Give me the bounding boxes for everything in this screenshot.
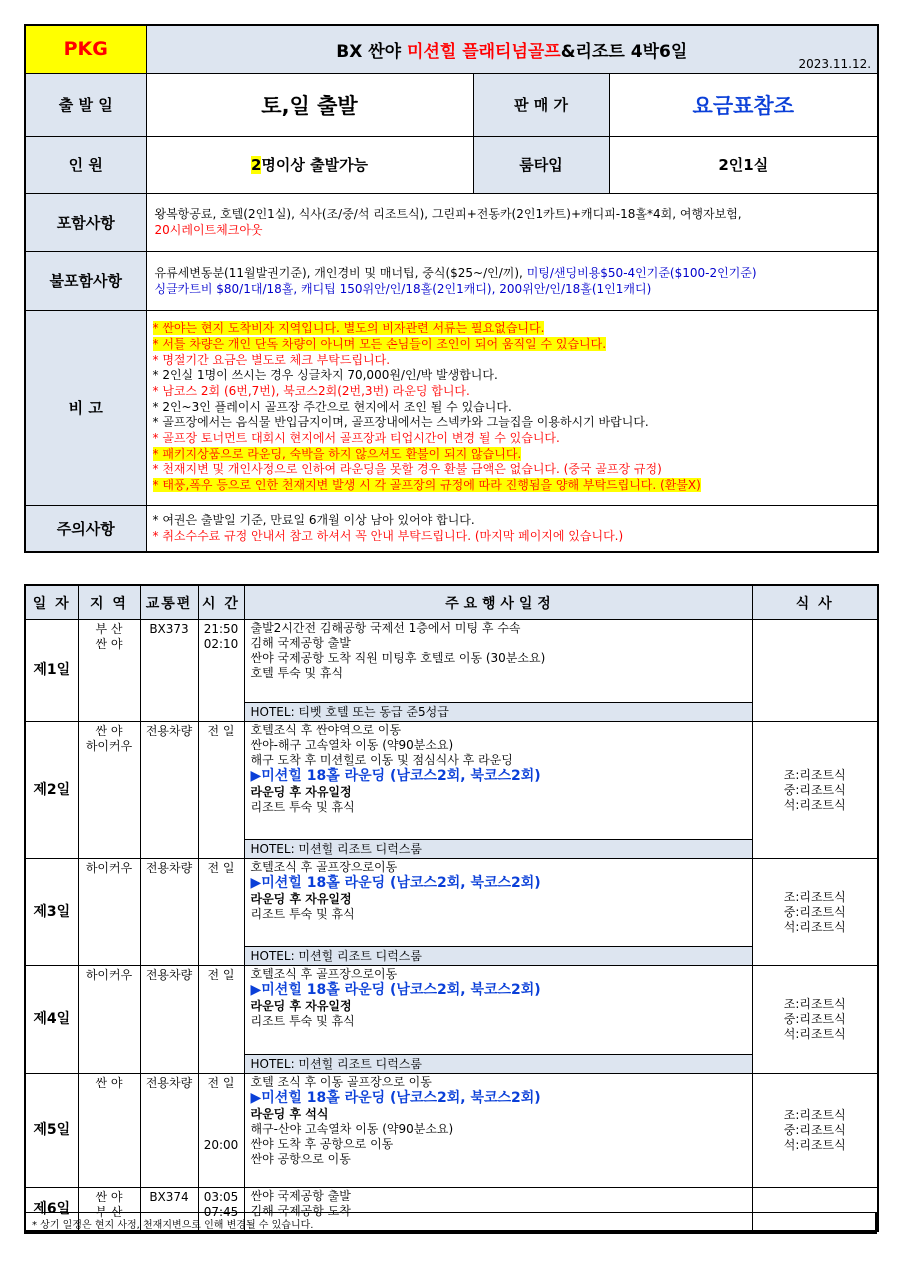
hotel-info: HOTEL: 티벳 호텔 또는 동급 준5성급	[245, 702, 752, 721]
schedule-line: 해구 도착 후 미션힐로 이동 및 점심식사 후 라운딩	[250, 753, 513, 767]
price-value: 요금표참조	[609, 73, 878, 136]
remark-text: * 골프장 토너먼트 대회시 현지에서 골프장과 티업시간이 변경 될 수 있습니다.	[152, 431, 560, 446]
remark-item	[153, 321, 872, 337]
schedule-line: 김해 국제공항 도착	[250, 1204, 351, 1218]
title-prefix: BX 싼야	[336, 41, 408, 62]
remark-text: * 2인실 1명이 쓰시는 경우 싱글차지 70,000원/인/박 발생합니다.	[152, 368, 498, 383]
remark-text: * 골프장에서는 음식물 반입금지이며, 골프장내에서는 스넥카와 그늘집을 이용하시기 바랍니다.	[152, 415, 649, 430]
schedule-line: ▶미션힐 18홀 라운딩 (남코스2회, 북코스2회)	[250, 875, 541, 891]
meal-item: 중:리조트식	[783, 1123, 846, 1137]
schedule-line: ▶미션힐 18홀 라운딩 (남코스2회, 북코스2회)	[250, 982, 541, 998]
meal-item: 석:리조트식	[783, 919, 846, 934]
schedule-line: 싼야 도착 후 공항으로 이동	[250, 1137, 394, 1151]
region-name: 하이커우	[85, 968, 133, 982]
schedule-line: 싼야 국제공항 도착 직원 미팅후 호텔로 이동 (30분소요)	[250, 651, 546, 665]
people-number: 2	[250, 156, 262, 174]
excluded-label: 불포함사항	[25, 251, 146, 310]
remarks-list	[146, 310, 878, 505]
day-label: 제2일	[25, 722, 78, 859]
schedule-line: 호텔조식 후 골프장으로이동	[250, 967, 398, 981]
remark-item	[153, 400, 872, 416]
itinerary-day-row	[25, 1074, 878, 1188]
day-meals	[752, 722, 878, 859]
schedule-line: 라운딩 후 자유일정	[250, 999, 352, 1013]
day-transport: 전용차량	[140, 1074, 198, 1188]
schedule-line: 김해 국제공항 출발	[250, 636, 351, 650]
package-title	[146, 25, 878, 73]
day-region	[78, 966, 140, 1074]
day-times	[198, 620, 244, 722]
itinerary-col-header: 시 간	[198, 585, 244, 620]
day-transport: BX373	[140, 620, 198, 722]
departure-value: 토,일 출발	[146, 73, 473, 136]
day-schedule	[244, 859, 752, 966]
schedule-lines	[245, 722, 752, 839]
room-type-label: 룸타입	[473, 136, 609, 193]
schedule-line: 리조트 투숙 및 휴식	[250, 800, 355, 814]
remark-text: * 태풍,폭우 등으로 인한 천재지변 발생 시 각 골프장의 규정에 따라 진행됨을 양해 부탁드립니다. (환불X)	[152, 478, 701, 493]
day-label: 제6일	[25, 1188, 78, 1232]
time-value	[199, 1123, 244, 1138]
day-label: 제5일	[25, 1074, 78, 1188]
meal-item: 조:리조트식	[783, 889, 846, 904]
time-value: 20:00	[203, 1138, 239, 1152]
day-times	[198, 966, 244, 1074]
price-label: 판 매 가	[473, 73, 609, 136]
schedule-lines	[245, 966, 752, 1054]
people-value	[146, 136, 473, 193]
remark-item	[153, 384, 872, 400]
time-value: 07:45	[203, 1205, 239, 1219]
day-schedule	[244, 722, 752, 859]
caution-label: 주의사항	[25, 505, 146, 552]
time-value: 03:05	[203, 1190, 239, 1204]
caution-item: * 취소수수료 규정 안내서 참고 하셔서 꼭 안내 부탁드립니다. (마지막 페이지에 있습니다.)	[152, 529, 624, 544]
schedule-line: 호텔 조식 후 이동 골프장으로 이동	[250, 1075, 432, 1089]
time-value	[199, 1091, 244, 1108]
schedule-line: 해구-산야 고속열차 이동 (약90분소요)	[250, 1122, 454, 1136]
time-value: 전 일	[207, 968, 235, 982]
schedule-line: 싼야-해구 고속열차 이동 (약90분소요)	[250, 738, 454, 752]
remark-text: * 2인~3인 플레이시 골프장 주간으로 현지에서 조인 될 수 있습니다.	[152, 399, 512, 414]
remarks-label: 비 고	[25, 310, 146, 505]
excluded-text: 유류세변동분(11월발권기준), 개인경비 및 매너팁, 중식($25~/인/끼),	[154, 265, 523, 280]
itinerary-col-header: 주 요 행 사 일 정	[244, 585, 752, 620]
remark-item	[153, 337, 872, 353]
day-region	[78, 620, 140, 722]
day-region	[78, 722, 140, 859]
region-name: 부 산	[95, 622, 123, 636]
schedule-line: 리조트 투숙 및 휴식	[250, 1014, 355, 1028]
day-region	[78, 859, 140, 966]
itinerary-col-header: 교통편	[140, 585, 198, 620]
meal-item: 중:리조트식	[783, 1012, 846, 1026]
day-region	[78, 1074, 140, 1188]
included-text: 왕복항공료, 호텔(2인1실), 식사(조/중/석 리조트식), 그린피+전동카(2인1카트)+캐디피-18홀*4회, 여행자보험,	[154, 207, 742, 221]
region-name: 싼 야	[95, 724, 123, 738]
meal-item: 조:리조트식	[783, 997, 846, 1011]
remark-text: * 패키지상품으로 라운딩, 숙박을 하지 않으셔도 환불이 되지 않습니다.	[152, 446, 522, 461]
schedule-lines	[245, 620, 752, 702]
remark-item	[153, 431, 872, 447]
day-schedule	[244, 1074, 752, 1188]
title-highlight: 미션힐 플래티넘골프	[407, 41, 561, 62]
itinerary-col-header: 식 사	[752, 585, 878, 620]
caution-item: * 여권은 출발일 기준, 만료일 6개월 이상 남아 있어야 합니다.	[152, 513, 475, 528]
remark-text: * 싼야는 현지 도착비자 지역입니다. 별도의 비자관련 서류는 필요없습니다.	[152, 321, 545, 336]
schedule-line: 싼야 국제공항 출발	[250, 1189, 351, 1203]
day-label: 제4일	[25, 966, 78, 1074]
remark-text: * 명절기간 요금은 별도로 체크 부탁드립니다.	[152, 352, 391, 367]
time-value: 전 일	[207, 861, 235, 875]
day-transport: 전용차량	[140, 722, 198, 859]
day-schedule	[244, 620, 752, 722]
included-label: 포함사항	[25, 193, 146, 251]
remark-item	[153, 415, 872, 431]
hotel-info: HOTEL: 미션힐 리조트 디럭스룸	[245, 946, 752, 965]
remark-text: * 남코스 2회 (6번,7번), 북코스2회(2번,3번) 라운딩 합니다.	[152, 383, 470, 398]
schedule-line: ▶미션힐 18홀 라운딩 (남코스2회, 북코스2회)	[250, 768, 541, 784]
meal-item: 석:리조트식	[783, 1138, 846, 1152]
region-name: 싼 야	[95, 637, 123, 651]
meal-item: 석:리조트식	[783, 1027, 846, 1041]
itinerary-header-row	[25, 585, 878, 620]
time-value: 21:50	[203, 622, 239, 636]
schedule-line: 라운딩 후 자유일정	[250, 785, 352, 799]
meal-item: 중:리조트식	[783, 782, 846, 797]
schedule-lines	[245, 1074, 752, 1187]
schedule-line: 호텔조식 후 싼야역으로 이동	[250, 723, 402, 737]
day-meals	[752, 620, 878, 722]
remark-text: * 천재지변 및 개인사정으로 인하여 라운딩을 못할 경우 환불 금액은 없습니다. (중국 골프장 규정)	[152, 462, 662, 477]
schedule-line: 출발2시간전 김해공항 국제선 1층에서 미팅 후 수속	[250, 621, 521, 635]
day-meals	[752, 1074, 878, 1188]
people-label: 인 원	[25, 136, 146, 193]
schedule-line: 싼야 공항으로 이동	[250, 1152, 351, 1166]
remark-text: * 서틀 차량은 개인 단독 차량이 아니며 모든 손님들이 조인이 되어 움직일 수 있습니다.	[152, 336, 607, 351]
time-value: 02:10	[203, 637, 239, 651]
remark-item	[153, 447, 872, 463]
itinerary-col-header: 일 자	[25, 585, 78, 620]
caution-list	[146, 505, 878, 552]
excluded-cart-caddie-fees: 싱글카트비 $80/1대/18홀, 캐디팁 150위안/인/18홀(2인1캐디), 200위안/인/18홀(1인1캐디)	[154, 281, 652, 296]
pkg-label: PKG	[25, 25, 146, 73]
schedule-line: 라운딩 후 석식	[250, 1107, 329, 1121]
day-transport: BX374	[140, 1188, 198, 1232]
departure-label: 출 발 일	[25, 73, 146, 136]
excluded-meeting-fee: 미팅/샌딩비용$50-4인기준($100-2인기준)	[522, 265, 757, 280]
schedule-line: 리조트 투숙 및 휴식	[250, 907, 355, 921]
itinerary-day-row	[25, 722, 878, 859]
people-text: 명이상 출발가능	[261, 156, 369, 174]
document-date: 2023.11.12.	[798, 56, 872, 71]
included-late-checkout: 20시레이트체크아웃	[154, 223, 263, 237]
day-meals	[752, 859, 878, 966]
itinerary-day-row	[25, 859, 878, 966]
day-times	[198, 1074, 244, 1188]
schedule-line: 호텔조식 후 골프장으로이동	[250, 860, 398, 874]
schedule-lines	[245, 859, 752, 946]
time-value: 전 일	[207, 1076, 235, 1090]
meal-item: 조:리조트식	[783, 767, 846, 782]
region-name: 싼 야	[95, 1076, 123, 1090]
hotel-info: HOTEL: 미션힐 리조트 디럭스룸	[245, 1054, 752, 1073]
title-suffix: &리조트 4박6일	[560, 41, 688, 62]
excluded-items	[146, 251, 878, 310]
day-transport: 전용차량	[140, 966, 198, 1074]
itinerary-col-header: 지 역	[78, 585, 140, 620]
day-label: 제1일	[25, 620, 78, 722]
day-transport: 전용차량	[140, 859, 198, 966]
day-meals	[752, 966, 878, 1074]
meal-item: 중:리조트식	[783, 904, 846, 919]
itinerary-body	[25, 620, 878, 1232]
day-label: 제3일	[25, 859, 78, 966]
package-info-table	[24, 24, 879, 553]
region-name: 싼 야	[95, 1190, 123, 1204]
schedule-line: 호텔 투숙 및 휴식	[250, 666, 344, 680]
meal-item: 석:리조트식	[783, 797, 846, 812]
day-times	[198, 722, 244, 859]
included-items	[146, 193, 878, 251]
schedule-line: ▶미션힐 18홀 라운딩 (남코스2회, 북코스2회)	[250, 1090, 541, 1106]
day-times	[198, 859, 244, 966]
hotel-info: HOTEL: 미션힐 리조트 디럭스룸	[245, 839, 752, 858]
itinerary-day-row	[25, 966, 878, 1074]
remark-item	[153, 368, 872, 384]
meal-item: 조:리조트식	[783, 1108, 846, 1122]
remark-item	[153, 462, 872, 478]
remark-item	[153, 353, 872, 369]
itinerary-day-row	[25, 620, 878, 722]
day-schedule	[244, 966, 752, 1074]
time-value	[199, 1108, 244, 1123]
region-name: 부 산	[95, 1205, 123, 1219]
room-type-value: 2인1실	[609, 136, 878, 193]
region-name: 하이커우	[85, 861, 133, 875]
itinerary-footnote: * 상기 일정은 현지 사정, 천재지변으로 인해 변경될 수 있습니다.	[24, 1212, 877, 1234]
itinerary-table	[24, 584, 879, 1232]
remark-item	[153, 478, 872, 494]
schedule-line: 라운딩 후 자유일정	[250, 892, 352, 906]
time-value: 전 일	[207, 724, 235, 738]
region-name: 하이커우	[85, 739, 133, 753]
